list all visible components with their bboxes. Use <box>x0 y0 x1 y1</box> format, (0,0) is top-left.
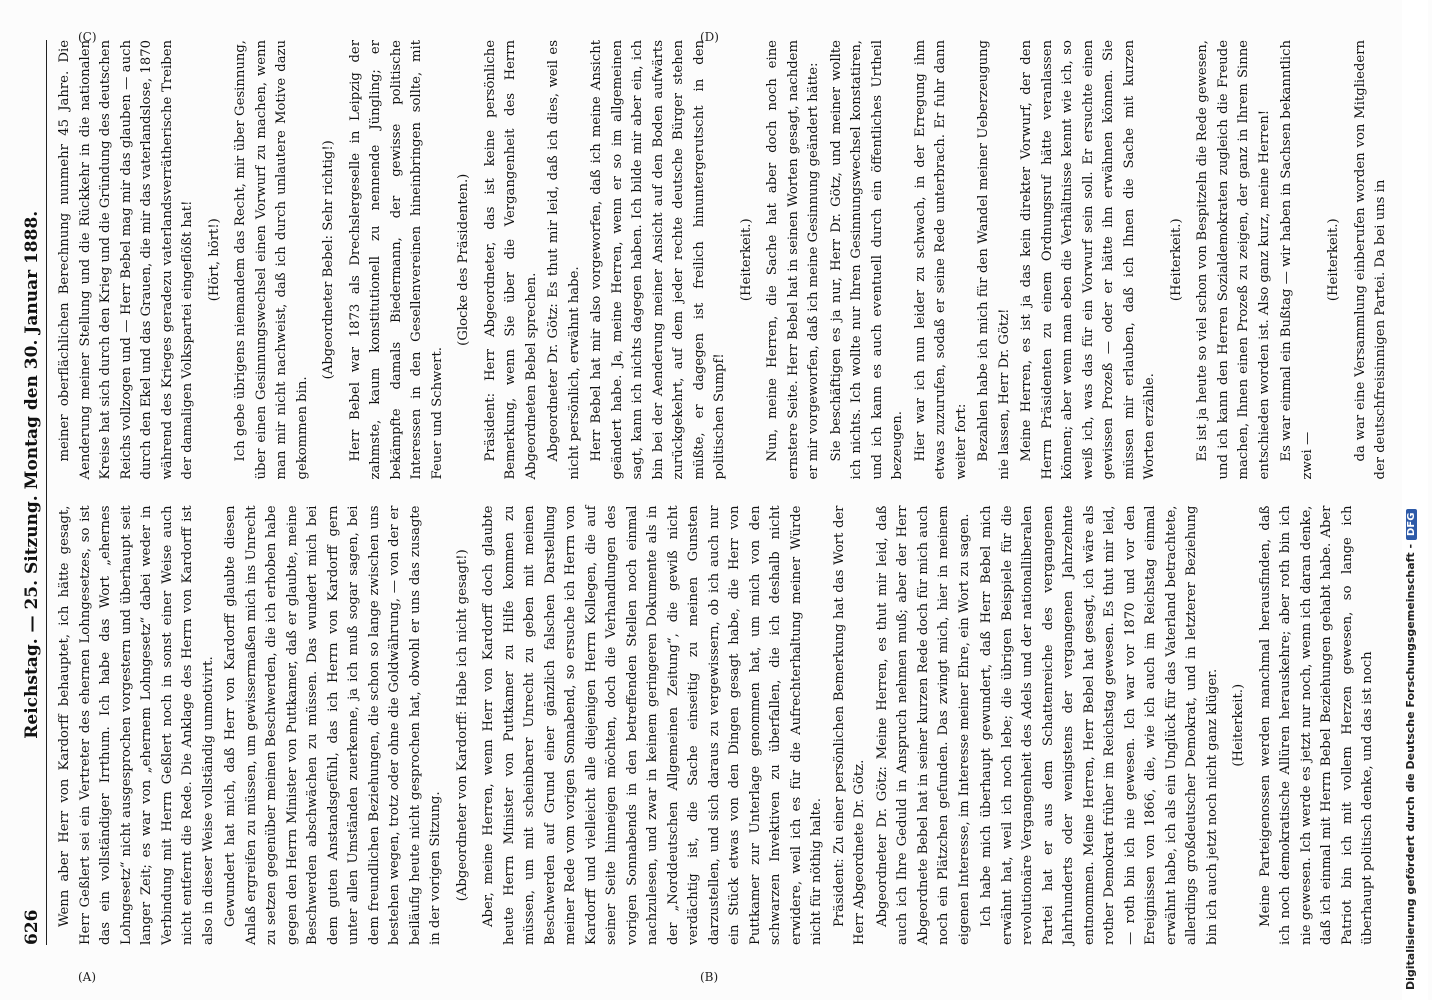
interjection: (Heiterkeit.) <box>738 218 754 302</box>
paragraph: meiner oberflächlichen Berechnung nunmehr 45 Jahre. Die Aenderung meiner Stellung und die Rückkehr in die nationalen Kreise hat sich durch den Krieg und die Gründung des deutschen Reichs vollzogen und — Herr Bebel mag mir das glauben — auch durch den Ekel und das Grauen, die mir das vaterlandslose, 1870 während des Krieges geradezu vaterlandsverrätherische Treiben der damaligen Volkspartei eingeflößt hat! <box>57 40 195 480</box>
paragraph: Bezahlen habe ich mich für den Wandel meiner Ueberzeugung nie lassen, Herr Dr. Götz! <box>976 40 1012 480</box>
margin-mark-d: (D) <box>700 30 719 44</box>
paragraph: Abgeordneter Dr. Götz: Meine Herren, es thut mir leid, daß auch ich Ihre Geduld in Anspruch nehmen muß; aber der Herr Abgeordnete Bebel hat in seiner kurzen Rede doch für mich auch noch ein Plätzchen gefunden. Das zwingt mich, hier in meinem eigenen Interesse, im Interesse meiner Ehre, ein Wort zu sagen. <box>874 505 972 945</box>
paragraph: Meine Herren, es ist ja das kein direkter Vorwurf, der den Herrn Präsidenten zu einem Ordnungsruf hätte veranlassen können; aber wenn man eben die Verhältnisse kennt wie ich, so weiß ich, was das für ein Vorwurf sein soll. Er ersuchte einen gewissen Prozeß — oder er hätte ihn erwähnen können. Sie müssen mir erlauben, daß ich Ihnen die Sache mit kurzen Worten erzähle. <box>1019 40 1157 480</box>
paragraph: Aber, meine Herren, wenn Herr von Kardorff doch glaubte heute Herrn Minister von Puttkamer zu Hilfe kommen zu müssen, um mit scheinbarer Unrecht zu geben mit meinen Beschwerden auf Grund einer gänzlich falschen Darstellung meiner Rede vom vorigen Sonnabend, so ersuche ich Herrn von Kardorff und vielleicht alle diejenigen Herrn Kollegen, die auf seiner Seite hinneigen möchten, doch die Verhandlungen des vorigen Sonnabends in den betreffenden Stellen noch einmal nachzulesen, und zwar in keinem geringeren Dokumente als in der „Norddeutschen Allgemeinen Zeitung“, die gewiß nicht verdächtig ist, die Sache einseitig zu meinen Gunsten darzustellen, und sich daraus zu vergewissern, ob ich auch nur ein Stück etwas von den Dingen gesagt habe, die Herr von Puttkamer zur Unterlage genommen hat, um mich von den schwarzen Invektiven zu überfallen, die ich deshalb nicht erwidere, weil ich es für die Aufrechterhaltung meiner Würde nicht für nöthig halte. <box>481 505 824 945</box>
paragraph: Ich habe mich überhaupt gewundert, daß Herr Bebel mich erwähnt hat, weil ich noch lebe; die übrigen Beispiele für die revolutionäre Vergangenheit des Adels und der nationalliberalen Partei hat er aus dem Schattenreiche des vergangenen Jahrhunderts oder wenigstens der vergangenen Jahrzehnte entnommen. Meine Herren, Herr Bebel hat gesagt, ich wäre als rother Demokrat früher im Reichstag gewesen. Es thut mir leid, — roth bin ich nie gewesen. Ich war vor 1870 und vor den Ereignissen von 1866, die, wie ich auch im Reichstag einmal erwähnt habe, ich als ein Unglück für das Vaterland betrachtete, allerdings großdeutscher Demokrat, und in letzterer Beziehung bin ich auch jetzt noch nicht ganz klüger. <box>979 505 1220 945</box>
left-column <box>55 505 1375 946</box>
paragraph: Meine Parteigenossen werden manchmal herausfinden, daß ich noch demokratische Allüren herauskehre; aber roth bin ich nie gewesen. Ich werde es jetzt nur noch, wenn ich daran denke, daß ich einmal mit Herrn Bebel Beziehungen gehabt habe. Aber Patriot bin ich mit vollem Herzen gewesen, so lange ich überhaupt politisch denke, und das ist noch <box>1257 505 1375 945</box>
paragraph: Wenn aber Herr von Kardorff behauptet, ich hätte gesagt, Herr Geßlert sei ein Vertreter des ehernen Lohngesetzes, so ist das ein vollständiger Irrthum. Ich habe das Wort „ehernes Lohngesetz“ nicht ausgesprochen vorgestern und überhaupt seit langer Zeit; es war von „ehernem Lohngesetz“ dabei weder in Verbindung mit Herrn Geßlert noch in sonst einer Weise auch nicht entfernt die Rede. Die Anklage des Herrn von Kardorff ist also in dieser Weise vollständig unmotivirt. <box>57 505 216 945</box>
paragraph: Herr Bebel war 1873 als Drechslergeselle in Leipzig der zahmste, kaum konstitutionell zu nennende Jüngling; er bekämpfte damals Biedermann, der gewisse politische Interessen in den Gesellenvereinen hineinbringen sollte, mit Feuer und Schwert. <box>347 40 445 480</box>
paragraph: Es ist ja heute so viel schon von Bespitzeln die Rede gewesen, und ich kann den Herren Sozialdemokraten zugleich die Freude machen, Ihnen einen Prozeß zu zeigen, der ganz in Ihrem Sinne entschieden worden ist. Also ganz kurz, meine Herren! <box>1195 40 1272 480</box>
credit-text: Digitalisierung gefördert durch die Deutsche Forschungsgemeinschaft - <box>1404 543 1417 990</box>
right-column <box>55 40 1388 480</box>
interjection: (Hört, hört!) <box>206 218 222 302</box>
paragraph: Präsident: Herr Abgeordneter, das ist keine persönliche Bemerkung, wenn Sie über die Vergangenheit des Herrn Abgeordneten Bebel sprechen. <box>482 40 539 480</box>
text-columns <box>55 40 1388 945</box>
margin-mark-b: (B) <box>700 970 719 984</box>
paragraph: Abgeordneter Dr. Götz: Es thut mir leid, daß ich dies, weil es nicht persönlich, erwähnt habe. <box>546 40 582 480</box>
paragraph: Es war einmal ein Bußtag — wir haben in Sachsen bekanntlich zwei — <box>1279 40 1315 480</box>
session-heading: Reichstag. — 25. Sitzung. Montag den 30. Januar 1888. <box>22 210 42 739</box>
paragraph: Präsident: Zu einer persönlichen Bemerkung hat das Wort der Herr Abgeordnete Dr. Götz. <box>831 505 867 945</box>
interjection: (Heiterkeit.) <box>1231 683 1246 767</box>
paragraph: da war eine Versammlung einberufen worden von Mitgliedern der deutschfreisinnigen Partei. Da bei uns in <box>1352 40 1388 480</box>
digitization-credit <box>1404 0 1417 990</box>
margin-mark-c: (C) <box>78 30 97 44</box>
digitization-credit-bar <box>1402 0 1428 1000</box>
page-number: 626 <box>22 909 42 945</box>
dfg-logo: DFG <box>1406 509 1417 540</box>
interjection: (Heiterkeit.) <box>1326 218 1341 302</box>
paragraph: Sie beschäftigen es ja nur, Herr Dr. Götz, und meiner wollte ich nichts. Ich wollte nur Ihren Gesinnungswechsel konstatiren, und ich kann es auch eventuell durch ein öffentliches Urtheil bezeugen. <box>828 40 905 480</box>
paragraph: Hier war ich nun leider zu schwach, in der Erregung ihm etwas zuzurufen, sodaß er seine Rede unterbrach. Er fuhr dann weiter fort: <box>912 40 969 480</box>
interjection: (Glocke des Präsidenten.) <box>456 173 471 346</box>
interjection: (Heiterkeit.) <box>1168 218 1184 302</box>
margin-mark-a: (A) <box>78 970 97 984</box>
paragraph: Nun, meine Herren, die Sache hat aber doch noch eine ernstere Seite. Herr Bebel hat in seinen Worten gesagt, nachdem er mir vorgeworfen, daß ich meine Gesinnung geändert hätte: <box>765 40 821 480</box>
paragraph: Herr Bebel hat mir also vorgeworfen, daß ich meine Ansicht geändert habe. Ja, meine Herren, wenn er so im allgemeinen sagt, kann ich nichts dagegen haben. Ich bilde mir aber ein, ich bin bei der Aenderung meiner Ansicht auf den Boden aufwärts zurückgekehrt, auf dem jeder rechte deutsche Bürger stehen müßte, er dagegen ist freilich hinuntergerutscht in den politischen Sumpf! <box>589 40 727 480</box>
interjection: (Abgeordneter Bebel: Sehr richtig!) <box>321 140 336 380</box>
interjection: (Abgeordneter von Kardorff: Habe ich nicht gesagt!) <box>454 549 470 902</box>
paragraph: Gewundert hat mich, daß Herr von Kardorff glaubte diesen Anlaß ergreifen zu müssen, um gewissermaßen mich ins Unrecht zu setzen gegenüber meinen Beschwerden, die ich erhoben habe gegen den Herrn Minister von Puttkamer, daß er glaubte, meine Beschwerden abschwächen zu müssen. Das wundert mich bei dem guten Anstandsgefühl, das ich Herrn von Kardorff gern unter allen Umständen zuerkenne, ja ich muß sogar sagen, bei dem freundlichen Beziehungen, die schon so lange zwischen uns bestehen wegen, trotz oder ohne die Goldwährung, — von der er beiläufig heute nicht gesprochen hat, obwohl er uns das zusagte in der vorigen Sitzung. <box>223 505 443 945</box>
paragraph: Ich gebe übrigens niemandem das Recht, mir über Gesinnung, über einen Gesinnungswechsel einen Vorwurf zu machen, wenn man mir nicht nachweist, daß ich durch unlautere Motive dazu gekommen bin. <box>233 40 310 480</box>
page-header <box>22 40 47 945</box>
